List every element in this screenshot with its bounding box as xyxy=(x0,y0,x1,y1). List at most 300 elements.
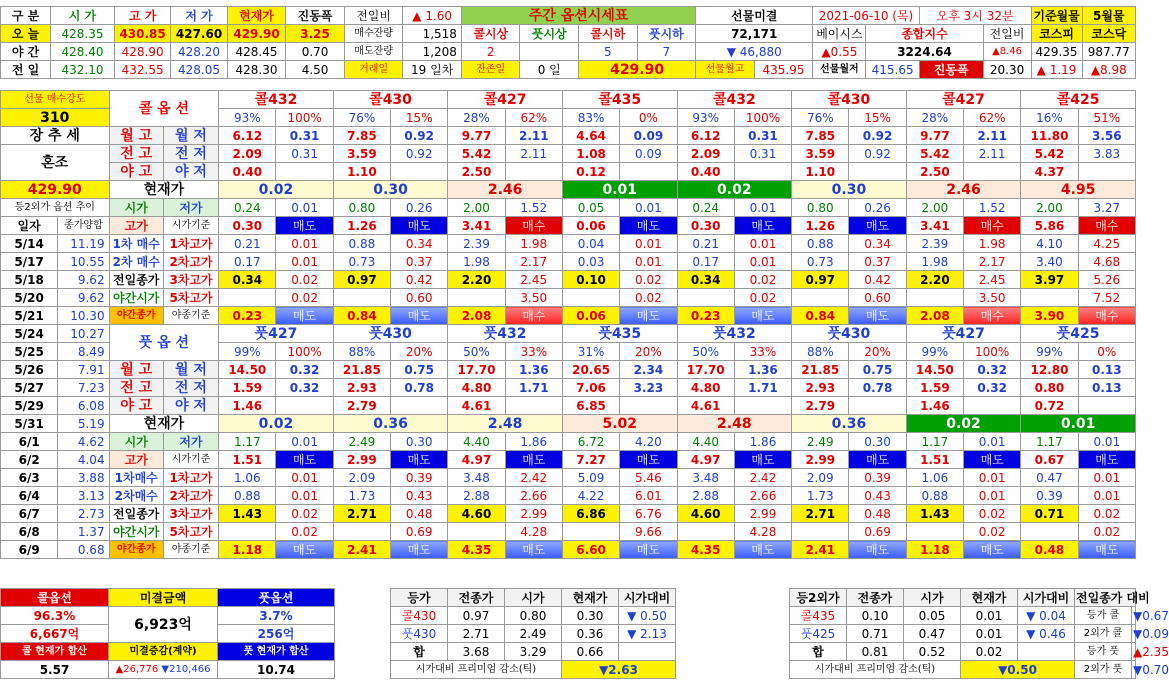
call-strike-name: 콜430 xyxy=(792,91,907,109)
hdr-time: 오후 3시 32분 xyxy=(919,7,1031,25)
date-cell: 6/7 xyxy=(1,505,58,523)
spacer xyxy=(676,643,733,661)
kospi: 429.35 xyxy=(1031,43,1082,61)
put-val-a: 5.09 xyxy=(562,469,619,487)
call-open: 0.80 xyxy=(792,199,849,217)
put-night-open xyxy=(1021,523,1078,541)
put-val-b: 0.69 xyxy=(391,523,448,541)
call-row-label2: 5차고가 xyxy=(163,289,218,307)
call-val-b: 5.26 xyxy=(1078,271,1135,289)
call-val-b: 2.17 xyxy=(964,253,1021,271)
spacer xyxy=(676,607,733,625)
put-row-label2: 1차고가 xyxy=(163,469,218,487)
call-open: 2.00 xyxy=(448,199,505,217)
call-val-b: 0.01 xyxy=(276,235,333,253)
put-val-a: 3.48 xyxy=(448,469,505,487)
call-night-high: 4.37 xyxy=(1021,163,1078,181)
close-sum-cell: 9.62 xyxy=(58,271,109,289)
put-signal: 매도 xyxy=(391,451,448,469)
put-night-high: 2.79 xyxy=(792,397,849,415)
put-month-high: 17.70 xyxy=(448,361,505,379)
put-open-label: 시가 xyxy=(109,433,163,451)
kospi-label: 코스피 xyxy=(1031,25,1082,43)
put-val-a: 6.86 xyxy=(562,505,619,523)
hdr-prevdiff-label: 전일비 xyxy=(344,7,403,25)
call-night-close: 2.08 xyxy=(906,307,963,325)
put-open: 1.17 xyxy=(1021,433,1078,451)
hdr-cur: 현재가 xyxy=(227,7,286,25)
oi-change xyxy=(109,661,218,679)
hdr-open: 시 가 xyxy=(51,7,115,25)
call-val-a: 0.88 xyxy=(333,235,390,253)
put-strike-name: 풋430 xyxy=(792,325,907,343)
close-sum-cell: 0.68 xyxy=(58,541,109,559)
put-prev-high: 0.80 xyxy=(1021,379,1078,397)
call-night-low xyxy=(734,163,791,181)
put-pct2: 20% xyxy=(391,343,448,361)
put-strike-name: 풋432 xyxy=(448,325,563,343)
put-strike-name: 풋432 xyxy=(677,325,792,343)
put-val-a: 0.71 xyxy=(1021,505,1078,523)
t2-cell xyxy=(1018,643,1075,661)
put-val-a: 4.22 xyxy=(562,487,619,505)
call-val-b: 2.45 xyxy=(505,271,562,289)
call-open: 0.24 xyxy=(677,199,734,217)
put-pct1: 50% xyxy=(677,343,734,361)
put-pct1: 99% xyxy=(219,343,276,361)
put-val-b: 4.28 xyxy=(734,523,791,541)
call-month-low: 2.11 xyxy=(505,127,562,145)
call-up-label: 콜시상 xyxy=(461,25,520,43)
put-val-b: 0.69 xyxy=(849,523,906,541)
night-close-label: 야간종가 xyxy=(109,307,163,325)
put-night-low xyxy=(391,397,448,415)
bid-rem: 1,518 xyxy=(403,25,462,43)
t1-cell: 0.80 xyxy=(505,607,562,625)
call-val-a: 0.03 xyxy=(562,253,619,271)
put-strike-name: 풋435 xyxy=(562,325,677,343)
put-signal: 매도 xyxy=(620,451,677,469)
put-prev-high: 1.59 xyxy=(906,379,963,397)
date-header: 일자 xyxy=(1,217,58,235)
put-night-close: 1.18 xyxy=(906,541,963,559)
hdr-base-month-label: 기준월물 xyxy=(1031,7,1082,25)
range-val: 20.30 xyxy=(983,61,1031,79)
prev-high: 432.55 xyxy=(114,61,170,79)
put-open-base-label: 시가기준 xyxy=(163,451,218,469)
t2-foot-value2: ▼0.70 xyxy=(1133,662,1169,677)
put-month-high-label: 월 고 xyxy=(109,361,163,379)
call-prev-low: 2.11 xyxy=(505,145,562,163)
call-night-close: 0.23 xyxy=(677,307,734,325)
put-open: 2.49 xyxy=(792,433,849,451)
date-cell: 5/29 xyxy=(1,397,58,415)
put-pct1: 99% xyxy=(1021,343,1078,361)
t2-cell: 0.10 xyxy=(847,607,904,625)
kospi-chg: ▲ 1.19 xyxy=(1031,61,1082,79)
put-night-open xyxy=(792,523,849,541)
put-night-close: 0.48 xyxy=(1021,541,1078,559)
open-base-label: 시가기준 xyxy=(163,217,218,235)
hdr-date: 2021-06-10 (목) xyxy=(813,7,919,25)
fut-month-high-label: 선물월고 xyxy=(696,61,755,79)
close-sum-cell: 10.30 xyxy=(58,307,109,325)
night-base-label: 야종기준 xyxy=(163,307,218,325)
put-open: 1.17 xyxy=(906,433,963,451)
put-prev-high: 4.80 xyxy=(677,379,734,397)
put-month-high: 14.50 xyxy=(219,361,276,379)
t2-foot-label2: 2외가 풋 xyxy=(1075,661,1132,679)
spacer xyxy=(335,589,391,607)
put-val-b: 2.99 xyxy=(734,505,791,523)
call-val-b: 3.50 xyxy=(505,289,562,307)
call-val-a xyxy=(219,289,276,307)
call-night-signal: 매도 xyxy=(620,307,677,325)
put-val-b: 0.43 xyxy=(391,487,448,505)
call-val-b: 0.01 xyxy=(620,235,677,253)
t2-cell: 합 xyxy=(790,643,847,661)
prev-close: 428.30 xyxy=(227,61,286,79)
put-down-count: 7 xyxy=(637,43,696,61)
put-night-base-label: 야종기준 xyxy=(163,541,218,559)
call-low: 0.26 xyxy=(849,199,906,217)
date-cell: 5/21 xyxy=(1,307,58,325)
call-night-signal: 매도 xyxy=(849,307,906,325)
put-pct2: 100% xyxy=(276,343,333,361)
put-val-a: 2.09 xyxy=(333,469,390,487)
call-val-a: 2.20 xyxy=(448,271,505,289)
close-sum-cell: 4.62 xyxy=(58,433,109,451)
call-val-b: 0.01 xyxy=(276,253,333,271)
put-low: 0.01 xyxy=(276,433,333,451)
call-signal: 매수 xyxy=(505,217,562,235)
call-night-high: 2.50 xyxy=(448,163,505,181)
ask-rem: 1,208 xyxy=(403,43,462,61)
spacer xyxy=(335,643,391,661)
buy-strength-value: 310 xyxy=(1,109,110,127)
call-pct1: 76% xyxy=(792,109,849,127)
put-open: 6.72 xyxy=(562,433,619,451)
kosdaq: 987.77 xyxy=(1082,43,1135,61)
put-night-close: 2.41 xyxy=(792,541,849,559)
t1-header: 시가대비 xyxy=(619,589,676,607)
put-val-a: 1.06 xyxy=(906,469,963,487)
t2-foot-label: 시가대비 프리미엄 감소(틱) xyxy=(790,661,961,679)
put-val-a: 1.73 xyxy=(792,487,849,505)
put-month-low: 1.36 xyxy=(734,361,791,379)
put-night-close: 2.41 xyxy=(333,541,390,559)
call-prev-low: 0.09 xyxy=(620,145,677,163)
month-high-label: 월 고 xyxy=(109,127,163,145)
call-current: 0.02 xyxy=(677,181,792,199)
t2-header: 시가 xyxy=(904,589,961,607)
prev-low-label: 전 저 xyxy=(163,145,218,163)
put-low: 0.30 xyxy=(849,433,906,451)
call-prev-high: 5.42 xyxy=(448,145,505,163)
put-row-label: 야간시가 xyxy=(109,523,163,541)
call-night-high: 0.40 xyxy=(219,163,276,181)
spacer xyxy=(733,625,790,643)
put-prev-high: 1.59 xyxy=(219,379,276,397)
t1-cell: 합 xyxy=(391,643,448,661)
call-prev-low: 3.83 xyxy=(1078,145,1135,163)
date-cell: 6/8 xyxy=(1,523,58,541)
call-val-b: 0.02 xyxy=(620,289,677,307)
call-high: 0.06 xyxy=(562,217,619,235)
call-month-high: 6.12 xyxy=(219,127,276,145)
call-row-label2: 1차고가 xyxy=(163,235,218,253)
put-night-low xyxy=(849,397,906,415)
call-val-b: 0.02 xyxy=(734,289,791,307)
night-high: 428.90 xyxy=(114,43,170,61)
put-low: 1.86 xyxy=(505,433,562,451)
fut-month-low-label: 선물월저 xyxy=(813,61,866,79)
call-up-count: 2 xyxy=(461,43,520,61)
put-pct1: 99% xyxy=(906,343,963,361)
today-range: 3.25 xyxy=(286,25,345,43)
put-prev-high: 7.06 xyxy=(562,379,619,397)
put-row-label2: 3차고가 xyxy=(163,505,218,523)
put-strike-name: 풋427 xyxy=(906,325,1021,343)
put-month-high: 12.80 xyxy=(1021,361,1078,379)
put-night-open xyxy=(448,523,505,541)
call-current: 0.01 xyxy=(562,181,677,199)
t2-cell: 등가 콜 xyxy=(1075,607,1132,625)
remain-label: 잔존일 xyxy=(461,61,520,79)
call-val-b: 7.52 xyxy=(1078,289,1135,307)
call-val-b: 0.37 xyxy=(849,253,906,271)
call-val-a: 1.98 xyxy=(906,253,963,271)
put-val-b: 0.02 xyxy=(1078,505,1135,523)
call-night-signal: 매도 xyxy=(276,307,333,325)
call-signal: 매도 xyxy=(391,217,448,235)
call-pct2: 100% xyxy=(734,109,791,127)
hdr-base-month: 5월물 xyxy=(1082,7,1135,25)
t1-header: 등가 xyxy=(391,589,448,607)
date-cell: 6/4 xyxy=(1,487,58,505)
t2-header: 등2외가 xyxy=(790,589,847,607)
call-val-a: 4.10 xyxy=(1021,235,1078,253)
call-signal: 매도 xyxy=(276,217,333,235)
fut-month-high: 435.95 xyxy=(754,61,813,79)
put-val-b: 2.99 xyxy=(505,505,562,523)
put-high: 0.67 xyxy=(1021,451,1078,469)
call-month-high: 11.80 xyxy=(1021,127,1078,145)
put-val-a: 2.88 xyxy=(677,487,734,505)
call-month-low: 0.92 xyxy=(849,127,906,145)
put-val-b: 0.48 xyxy=(849,505,906,523)
call-val-b: 0.01 xyxy=(734,235,791,253)
date-cell: 5/25 xyxy=(1,343,58,361)
call-open: 0.80 xyxy=(333,199,390,217)
summary-header xyxy=(0,6,1136,79)
futures-price: 429.90 xyxy=(579,61,696,79)
put-val-b: 0.02 xyxy=(276,523,333,541)
put-val-b: 6.01 xyxy=(620,487,677,505)
call-val-a xyxy=(562,289,619,307)
t1-cell: 2.49 xyxy=(505,625,562,643)
put-night-open xyxy=(906,523,963,541)
call-high: 5.86 xyxy=(1021,217,1078,235)
put-val-a: 1.73 xyxy=(333,487,390,505)
put-night-signal: 매도 xyxy=(620,541,677,559)
t2-cell: 0.71 xyxy=(847,625,904,643)
trend2-label: 등2외가 옵션 추이 xyxy=(1,199,110,217)
hdr-futures-oi: 선물미결 xyxy=(696,7,813,25)
kosdaq-chg: ▲8.98 xyxy=(1082,61,1135,79)
spacer xyxy=(733,589,790,607)
call-signal: 매수 xyxy=(1078,217,1135,235)
put-current: 0.36 xyxy=(333,415,448,433)
prev-range: 4.50 xyxy=(286,61,345,79)
prevdiff-label2: 전일비 xyxy=(983,25,1031,43)
call-down-count: 5 xyxy=(579,43,638,61)
call-pct1: 76% xyxy=(333,109,390,127)
call-high: 3.41 xyxy=(448,217,505,235)
put-val-b: 5.46 xyxy=(620,469,677,487)
date-cell: 5/17 xyxy=(1,253,58,271)
put-night-low xyxy=(964,397,1021,415)
put-row-label2: 5차고가 xyxy=(163,523,218,541)
t2-cell: ▲2.35 xyxy=(1133,644,1169,659)
call-val-a: 0.97 xyxy=(333,271,390,289)
put-current: 5.02 xyxy=(562,415,677,433)
call-val-a: 0.10 xyxy=(562,271,619,289)
put-night-signal: 매도 xyxy=(849,541,906,559)
call-prev-low: 0.31 xyxy=(734,145,791,163)
close-sum-cell: 8.49 xyxy=(58,343,109,361)
put-night-signal: 매도 xyxy=(1078,541,1135,559)
spacer xyxy=(335,607,391,625)
put-low: 0.30 xyxy=(391,433,448,451)
put-month-high: 14.50 xyxy=(906,361,963,379)
call-row-label: 야간시가 xyxy=(109,289,163,307)
call-val-b: 1.98 xyxy=(505,235,562,253)
t1-cell: 3.29 xyxy=(505,643,562,661)
call-row-label: 1차 매수 xyxy=(109,235,163,253)
call-pct2: 0% xyxy=(620,109,677,127)
put-val-a: 0.88 xyxy=(906,487,963,505)
put-high: 2.99 xyxy=(333,451,390,469)
closesum-header: 종가양합 xyxy=(58,217,109,235)
put-low: 0.01 xyxy=(964,433,1021,451)
today-high: 430.85 xyxy=(114,25,170,43)
call-row-label: 2차 매수 xyxy=(109,253,163,271)
t2-cell: 0.47 xyxy=(904,625,961,643)
put-val-b: 0.43 xyxy=(849,487,906,505)
t1-cell: 3.68 xyxy=(448,643,505,661)
call-val-b: 0.02 xyxy=(276,289,333,307)
put-night-low-label: 야 저 xyxy=(163,397,218,415)
call-night-signal: 매수 xyxy=(505,307,562,325)
call-val-b: 4.25 xyxy=(1078,235,1135,253)
kosdaq-label: 코스닥 xyxy=(1082,25,1135,43)
t2-header: 시가대비 xyxy=(1018,589,1075,607)
call-signal: 매도 xyxy=(849,217,906,235)
put-prev-low: 3.23 xyxy=(620,379,677,397)
call-high: 1.26 xyxy=(333,217,390,235)
put-sum-label: 풋 현재가 합산 xyxy=(218,643,335,661)
put-night-signal: 매도 xyxy=(391,541,448,559)
t1-header: 시가 xyxy=(505,589,562,607)
composite-label: 종합지수 xyxy=(866,25,983,43)
put-val-a: 4.60 xyxy=(677,505,734,523)
put-prev-high: 4.80 xyxy=(448,379,505,397)
call-night-high: 1.10 xyxy=(792,163,849,181)
call-val-a: 0.17 xyxy=(677,253,734,271)
prev-open: 432.10 xyxy=(51,61,115,79)
call-night-signal: 매도 xyxy=(391,307,448,325)
call-val-a: 0.21 xyxy=(677,235,734,253)
hdr-prevdiff: ▲ 1.60 xyxy=(403,7,462,25)
call-sum-label: 콜 현재가 합산 xyxy=(1,643,109,661)
call-val-b: 0.02 xyxy=(734,271,791,289)
t1-cell: ▼ 2.13 xyxy=(619,625,676,643)
put-night-close-label: 야간종가 xyxy=(109,541,163,559)
put-night-high: 1.46 xyxy=(219,397,276,415)
put-month-low: 0.13 xyxy=(1078,361,1135,379)
night-low-label: 야 저 xyxy=(163,163,218,181)
call-val-a: 0.73 xyxy=(333,253,390,271)
t1-foot-value: ▼2.63 xyxy=(562,661,676,679)
call-low: 3.27 xyxy=(1078,199,1135,217)
call-val-a: 2.39 xyxy=(906,235,963,253)
call-val-b: 2.45 xyxy=(964,271,1021,289)
date-cell: 6/2 xyxy=(1,451,58,469)
call-prev-low: 0.92 xyxy=(849,145,906,163)
close-sum-cell: 2.73 xyxy=(58,505,109,523)
put-up-count xyxy=(520,43,579,61)
call-month-high: 9.77 xyxy=(448,127,505,145)
night-low: 428.20 xyxy=(171,43,227,61)
call-val-b: 0.34 xyxy=(849,235,906,253)
call-row-label2: 3차고가 xyxy=(163,271,218,289)
put-low: 4.20 xyxy=(620,433,677,451)
put-month-high: 21.85 xyxy=(333,361,390,379)
date-cell: 5/20 xyxy=(1,289,58,307)
composite-index: 3224.64 xyxy=(866,43,983,61)
call-current: 2.46 xyxy=(906,181,1021,199)
put-open: 2.49 xyxy=(333,433,390,451)
put-night-signal: 매도 xyxy=(964,541,1021,559)
call-pct2: 15% xyxy=(391,109,448,127)
call-current: 0.30 xyxy=(792,181,907,199)
call-pct: 96.3% xyxy=(1,607,109,625)
put-val-a: 2.71 xyxy=(792,505,849,523)
trade-day-label: 거래일 xyxy=(344,61,403,79)
call-night-signal: 매도 xyxy=(734,307,791,325)
call-pct2: 62% xyxy=(505,109,562,127)
put-val-b: 6.76 xyxy=(620,505,677,523)
composite-diff: ▲8.46 xyxy=(983,43,1031,61)
put-low-label: 저가 xyxy=(163,433,218,451)
t1-cell: 0.30 xyxy=(562,607,619,625)
put-pct2: 20% xyxy=(620,343,677,361)
close-sum-cell: 3.88 xyxy=(58,469,109,487)
put-strike-name: 풋425 xyxy=(1021,325,1136,343)
put-night-signal: 매도 xyxy=(734,541,791,559)
close-sum-cell: 7.23 xyxy=(58,379,109,397)
call-strike-name: 콜435 xyxy=(562,91,677,109)
date-cell: 6/3 xyxy=(1,469,58,487)
call-pct1: 93% xyxy=(219,109,276,127)
call-high: 3.41 xyxy=(906,217,963,235)
put-prev-low: 0.13 xyxy=(1078,379,1135,397)
call-night-high: 1.10 xyxy=(333,163,390,181)
put-night-open xyxy=(562,523,619,541)
call-night-signal: 매수 xyxy=(1078,307,1135,325)
put-night-high: 4.61 xyxy=(448,397,505,415)
